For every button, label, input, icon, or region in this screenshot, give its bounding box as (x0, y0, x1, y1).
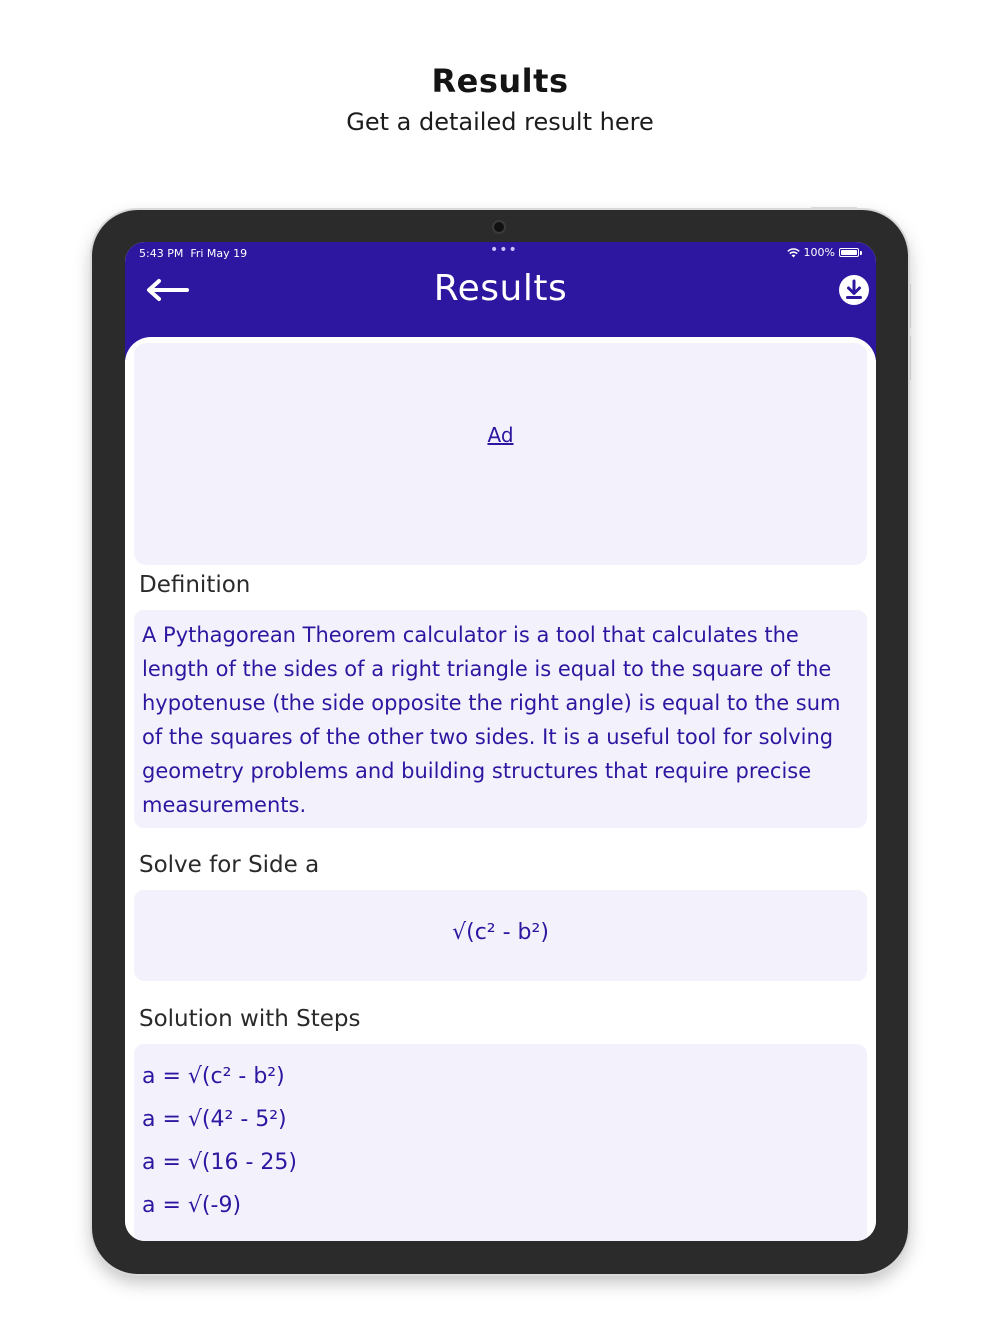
status-date: Fri May 19 (190, 247, 248, 260)
solution-step: a = √(16 - 25) (142, 1150, 297, 1175)
ad-banner[interactable] (134, 343, 867, 565)
battery-percentage: 100% (803, 246, 835, 259)
formula-card (134, 890, 867, 981)
solution-card (134, 1044, 867, 1241)
front-camera (494, 222, 504, 232)
solution-step: a = √(-9) (142, 1193, 242, 1218)
results-content[interactable] (125, 337, 876, 1241)
page-title: Results (433, 268, 568, 309)
ad-link[interactable]: Ad (487, 423, 514, 447)
download-icon (838, 274, 870, 306)
solve-heading: Solve for Side a (139, 852, 320, 878)
download-button[interactable] (838, 274, 870, 306)
status-indicators (787, 246, 862, 259)
battery-tip (860, 251, 862, 255)
definition-heading: Definition (139, 572, 251, 598)
status-time (139, 247, 247, 260)
formula-text: √(c² - b²) (452, 920, 549, 945)
multitasking-dots[interactable]: ••• (490, 242, 518, 258)
promo-title: Results (431, 62, 569, 100)
definition-card (134, 610, 867, 828)
wifi-icon (787, 248, 800, 258)
definition-text: A Pythagorean Theorem calculator is a tool that calculates the length of the sides of a right triangle is equal to the square of the hypotenuse (the side opposite the right angle) is equal to the sum of the squares of the other two sides. It is a useful tool for solving geometry problems and building structures that require precise measurements. (142, 623, 841, 817)
battery-icon (839, 248, 859, 257)
solution-heading: Solution with Steps (139, 1006, 361, 1032)
solution-step: a = √(4² - 5²) (142, 1107, 287, 1132)
status-time-value: 5:43 PM (139, 247, 184, 260)
app-screen (125, 242, 876, 1241)
solution-step: a = √(c² - b²) (142, 1064, 285, 1089)
promo-subtitle: Get a detailed result here (346, 108, 654, 136)
